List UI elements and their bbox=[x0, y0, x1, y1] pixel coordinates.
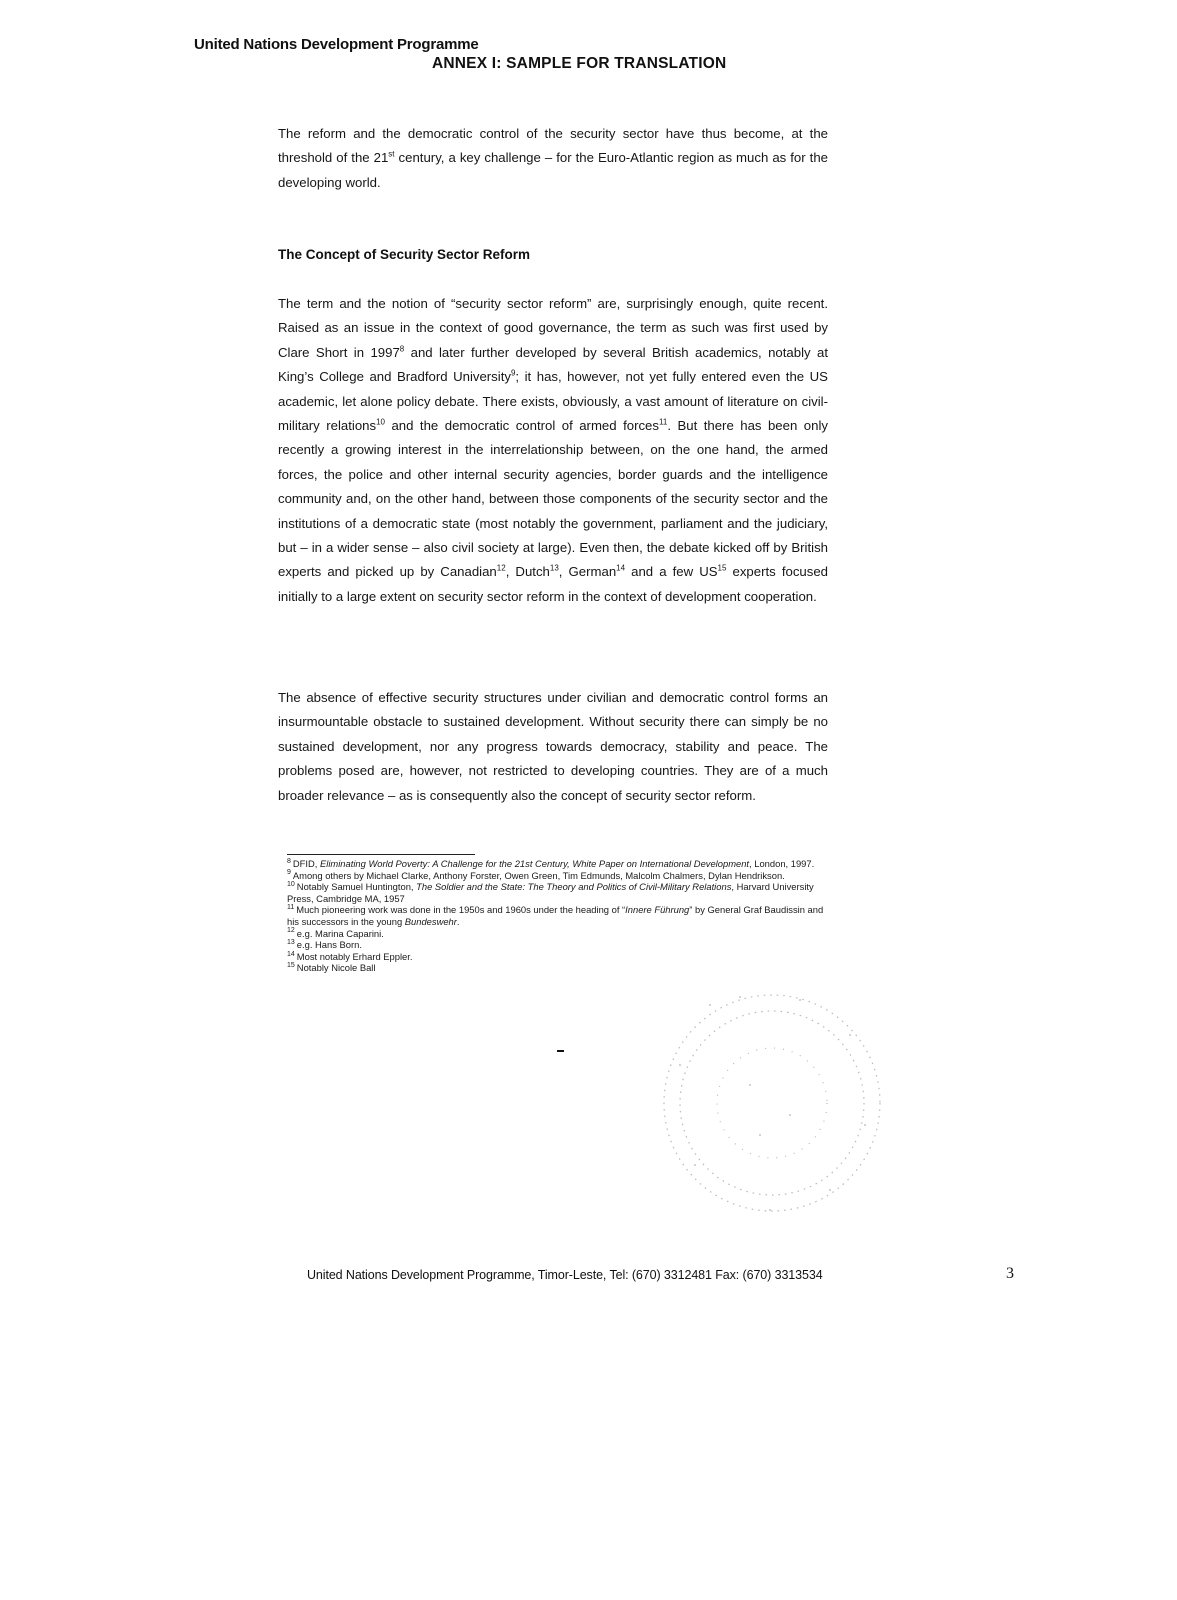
footnote-ref[interactable]: 8 bbox=[399, 344, 405, 354]
organization-header: United Nations Development Programme bbox=[194, 36, 479, 53]
footnote-ref[interactable]: 15 bbox=[717, 564, 727, 574]
para-text: The absence of effective security structures under civilian and democratic control forms an insurmountable obstacle to sustained development. Without security there can simply be no sustained development, nor any progress towards democracy, stability and peace. The problems posed are, however, not restricted to developing countries. They are of a much broader relevance – as is consequently also the concept of security sector reform. bbox=[278, 690, 828, 803]
para-text: , Dutch bbox=[505, 564, 550, 580]
para-text: and the democratic control of armed forces bbox=[384, 418, 659, 434]
para-text: , German bbox=[558, 564, 617, 580]
footnote-divider bbox=[287, 854, 475, 855]
ordinal-sup: st bbox=[388, 150, 395, 160]
para-text: and later further developed by several British academics, notably at King’s College and Bradford University bbox=[278, 344, 828, 385]
footnote-12: $^{12}$ e.g. Marina Caparini. bbox=[287, 927, 384, 939]
footnote-ref[interactable]: 9 bbox=[510, 368, 516, 378]
para-text: . But there has been only recently a growing interest in the interrelationship between, on the one hand, the armed forces, the police and other internal security agencies, border guards and the intelligence community and, on the other hand, between those components of the security sector and the institutions of a democratic state (most notably the government, parliament and the judiciary, but – in a wider sense – also civil society at large). Even then, the debate kicked off by British experts and picked up by Canadian bbox=[278, 418, 828, 580]
para-text: The term and the notion of “security sector reform” are, surprisingly enough, quite recent. Raised as an issue in the context of good governance, the term as such was first used by Clare Short in 1997 bbox=[278, 296, 828, 360]
intro-text: The reform and the democratic control of the security sector have thus become, at the threshold of the 21 bbox=[278, 126, 828, 166]
section-heading: The Concept of Security Sector Reform bbox=[278, 247, 531, 262]
footnote-10: $^{10}$ Notably Samuel Huntington, The Soldier and the State: The Theory and Politics of Civil-Military Relations, Harvard University Press, Cambridge MA, 1957 bbox=[287, 881, 814, 904]
footnote-ref[interactable]: 13 bbox=[549, 564, 559, 574]
annex-title: ANNEX I: SAMPLE FOR TRANSLATION bbox=[432, 55, 727, 72]
footnote-11: $^{11}$ Much pioneering work was done in the 1950s and 1960s under the heading of “Innere Führung” by General Graf Baudissin and his successors in the young Bundeswehr. bbox=[287, 904, 824, 927]
footnote-15: $^{15}$ Notably Nicole Ball bbox=[287, 962, 376, 974]
intro-paragraph bbox=[278, 122, 828, 195]
intro-text-cont: century, a key challenge – for the Euro-Atlantic region as much as for the developing world. bbox=[278, 150, 828, 190]
page-footer: United Nations Development Programme, Timor-Leste, Tel: (670) 3312481 Fax: (670) 3313534 bbox=[307, 1268, 823, 1282]
body-paragraph-1 bbox=[278, 292, 828, 609]
footnote-ref[interactable]: 10 bbox=[376, 417, 385, 427]
faded-seal-stamp bbox=[650, 975, 895, 1230]
body-paragraph-2 bbox=[278, 686, 828, 808]
footnote-14: $^{14}$ Most notably Erhard Eppler. bbox=[287, 950, 413, 962]
page-number: 3 bbox=[1006, 1265, 1014, 1282]
para-text: and a few US bbox=[625, 564, 718, 580]
footnotes bbox=[287, 858, 835, 974]
footnote-8: $^8$ DFID, Eliminating World Poverty: A Challenge for the 21st Century, White Paper on International Development, London, 1997. bbox=[287, 857, 815, 869]
footnote-ref[interactable]: 11 bbox=[659, 417, 668, 427]
footnote-13: $^{13}$ e.g. Hans Born. bbox=[287, 939, 362, 951]
footnote-ref[interactable]: 14 bbox=[616, 564, 626, 574]
para-text: ; it has, however, not yet fully entered even the US academic, let alone policy debate. There exists, obviously, a vast amount of literature on civil-military relations bbox=[278, 369, 828, 434]
para-text: experts focused initially to a large extent on security sector reform in the context of development cooperation. bbox=[278, 564, 829, 604]
footnote-9: $^9$ Among others by Michael Clarke, Anthony Forster, Owen Green, Tim Edmunds, Malcolm Chalmers, Dylan Hendrikson. bbox=[287, 869, 785, 881]
footnote-ref[interactable]: 12 bbox=[496, 564, 506, 574]
stray-mark bbox=[557, 1050, 564, 1052]
